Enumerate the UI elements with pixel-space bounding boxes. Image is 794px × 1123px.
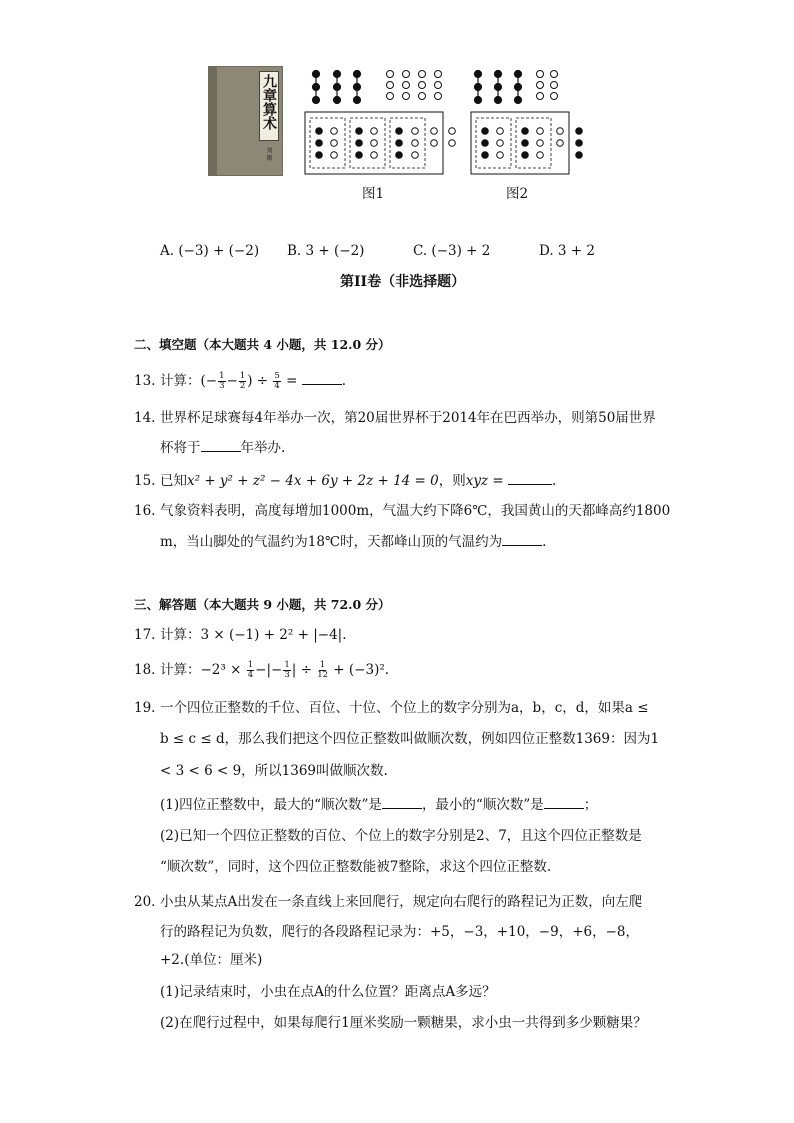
book-subtitle: 刘 徽 xyxy=(265,147,272,161)
question-17 xyxy=(134,625,347,645)
q20-line-2: 行的路程记为负数，爬行的各段路程记录为：+5，−3，+10，−9，+6，−8， xyxy=(160,924,639,940)
q20-line-1: 小虫从某点A出发在一条直线上来回爬行，规定向右爬行的路程记为正数，向左爬 xyxy=(160,894,643,910)
denominator: 3 xyxy=(284,670,290,680)
q19-p1a: (1)四位正整数中，最大的“顺次数”是 xyxy=(160,797,382,813)
numerator: 1 xyxy=(284,660,290,670)
q19-part-1 xyxy=(160,794,597,815)
q15-c: xyz xyxy=(465,473,489,489)
question-number: 14. xyxy=(134,410,156,426)
fraction xyxy=(273,372,280,391)
question-13 xyxy=(134,370,346,391)
answer-blank[interactable] xyxy=(302,370,342,385)
q19-part-2-line-1: (2)已知一个四位正整数的百位、个位上的数字分别是2、7，且这个四位正整数是 xyxy=(160,828,642,844)
q18-b: −|− xyxy=(255,662,283,678)
question-number: 20. xyxy=(134,894,156,910)
denominator: 4 xyxy=(274,381,280,391)
q19-line-1: 一个四位正整数的千位、百位、十位、个位上的数字分别为a，b，c，d，如果a ≤ xyxy=(160,700,649,716)
counting-rods-figure-1 xyxy=(302,68,462,178)
question-number: 19. xyxy=(134,700,156,716)
answer-blank[interactable] xyxy=(382,794,422,809)
q19-p1b: ，最小的“顺次数”是 xyxy=(421,797,544,813)
q19-line-3: < 3 < 6 < 9，所以1369叫做顺次数. xyxy=(160,763,388,779)
fig1-top-white-rods xyxy=(387,71,442,100)
option-d: D. 3 + 2 xyxy=(539,243,595,259)
denominator: 2 xyxy=(239,381,246,391)
question-15 xyxy=(134,470,556,491)
q20-part-2: (2)在爬行过程中，如果每爬行1厘米奖励一颗糖果，求小虫一共得到多少颗糖果？ xyxy=(160,1015,647,1031)
q14-line-1: 世界杯足球赛每4年举办一次，第20届世界杯于2014年在巴西举办，则第50届世界 xyxy=(160,410,656,426)
counting-rods-figure-2 xyxy=(468,68,588,178)
q14-line-2b: 年举办. xyxy=(240,440,286,456)
numerator: 1 xyxy=(219,371,225,381)
fraction xyxy=(283,661,290,680)
question-number: 18. xyxy=(134,662,156,678)
q19-p1c: ； xyxy=(583,797,598,813)
q20-part-1: (1)记录结束时，小虫在点A的什么位置？距离点A多远？ xyxy=(160,984,496,1000)
book-spine xyxy=(209,67,217,175)
q15-b: ，则 xyxy=(438,473,466,489)
q13-after: ) ÷ xyxy=(247,373,273,389)
q18-d: + (−3)². xyxy=(329,662,390,678)
q13-prefix: 计算：(− xyxy=(160,373,218,389)
q20-line-3: +2.(单位：厘米) xyxy=(160,952,263,968)
numerator: 1 xyxy=(319,660,326,670)
denominator: 12 xyxy=(317,670,329,680)
q19-line-2: b ≤ c ≤ d，那么我们把这个四位正整数叫做顺次数，例如四位正整数1369：因为1 xyxy=(160,731,660,747)
fraction xyxy=(317,661,328,680)
question-14 xyxy=(134,408,656,428)
q17-text: 计算：3 × (−1) + 2² + |−4|. xyxy=(160,627,347,643)
q16-line-2a: m，当山脚处的气温约为18℃时，天都峰山顶的气温约为 xyxy=(160,534,503,550)
section-2-title: 第II卷（非选择题） xyxy=(340,274,466,290)
question-16-line-2 xyxy=(160,531,546,552)
answer-blank[interactable] xyxy=(502,531,542,546)
q18-c: | ÷ xyxy=(291,662,317,678)
q13-mid: − xyxy=(226,373,238,389)
figure-1-caption: 图1 xyxy=(362,186,385,202)
q15-a: 已知 xyxy=(160,473,187,489)
question-19 xyxy=(134,698,649,718)
q18-a: 计算：−2³ × xyxy=(160,662,246,678)
option-b: B. 3 + (−2) xyxy=(287,243,365,259)
fraction xyxy=(247,661,254,680)
option-a: A. (−3) + (−2) xyxy=(160,243,260,259)
denominator: 4 xyxy=(247,670,254,680)
numerator: 1 xyxy=(247,660,254,670)
answer-blank[interactable] xyxy=(201,437,241,452)
fraction xyxy=(239,372,246,391)
denominator: 3 xyxy=(219,381,225,391)
fraction xyxy=(218,372,225,391)
numerator: 1 xyxy=(239,371,246,381)
solve-section-heading: 三、解答题（本大题共 9 小题，共 72.0 分） xyxy=(134,597,391,612)
option-c: C. (−3) + 2 xyxy=(413,243,491,259)
q16-line-1: 气象资料表明，高度每增加1000m，气温大约下降6℃，我国黄山的天都峰高约1800 xyxy=(160,503,671,519)
fig1-top-black-rods xyxy=(313,71,361,104)
q19-part-2-line-2: “顺次数”，同时，这个四位正整数能被7整除，求这个四位正整数. xyxy=(160,859,552,875)
answer-blank[interactable] xyxy=(544,794,584,809)
question-20 xyxy=(134,892,642,912)
question-number: 15. xyxy=(134,473,156,489)
q13-eq: = xyxy=(281,373,302,389)
question-16 xyxy=(134,501,670,521)
numerator: 5 xyxy=(274,371,280,381)
fill-section-heading: 二、填空题（本大题共 4 小题，共 12.0 分） xyxy=(134,337,391,352)
question-number: 17. xyxy=(134,627,156,643)
question-number: 13. xyxy=(134,373,156,389)
question-18 xyxy=(134,660,389,680)
figure-2-caption: 图2 xyxy=(506,186,529,202)
q15-end: . xyxy=(552,473,557,489)
q13-end: . xyxy=(341,373,347,389)
book-cover-image xyxy=(208,66,283,176)
answer-blank[interactable] xyxy=(508,470,552,485)
question-14-line-2 xyxy=(160,437,285,458)
book-title: 九章算术 xyxy=(261,74,277,130)
book-label xyxy=(259,71,279,141)
q16-line-2b: . xyxy=(542,534,547,550)
question-number: 16. xyxy=(134,503,156,519)
q15-d: = xyxy=(488,473,508,489)
q15-equation: x² + y² + z² − 4x + 6y + 2z + 14 = 0 xyxy=(187,473,439,489)
q14-line-2a: 杯将于 xyxy=(160,440,201,456)
